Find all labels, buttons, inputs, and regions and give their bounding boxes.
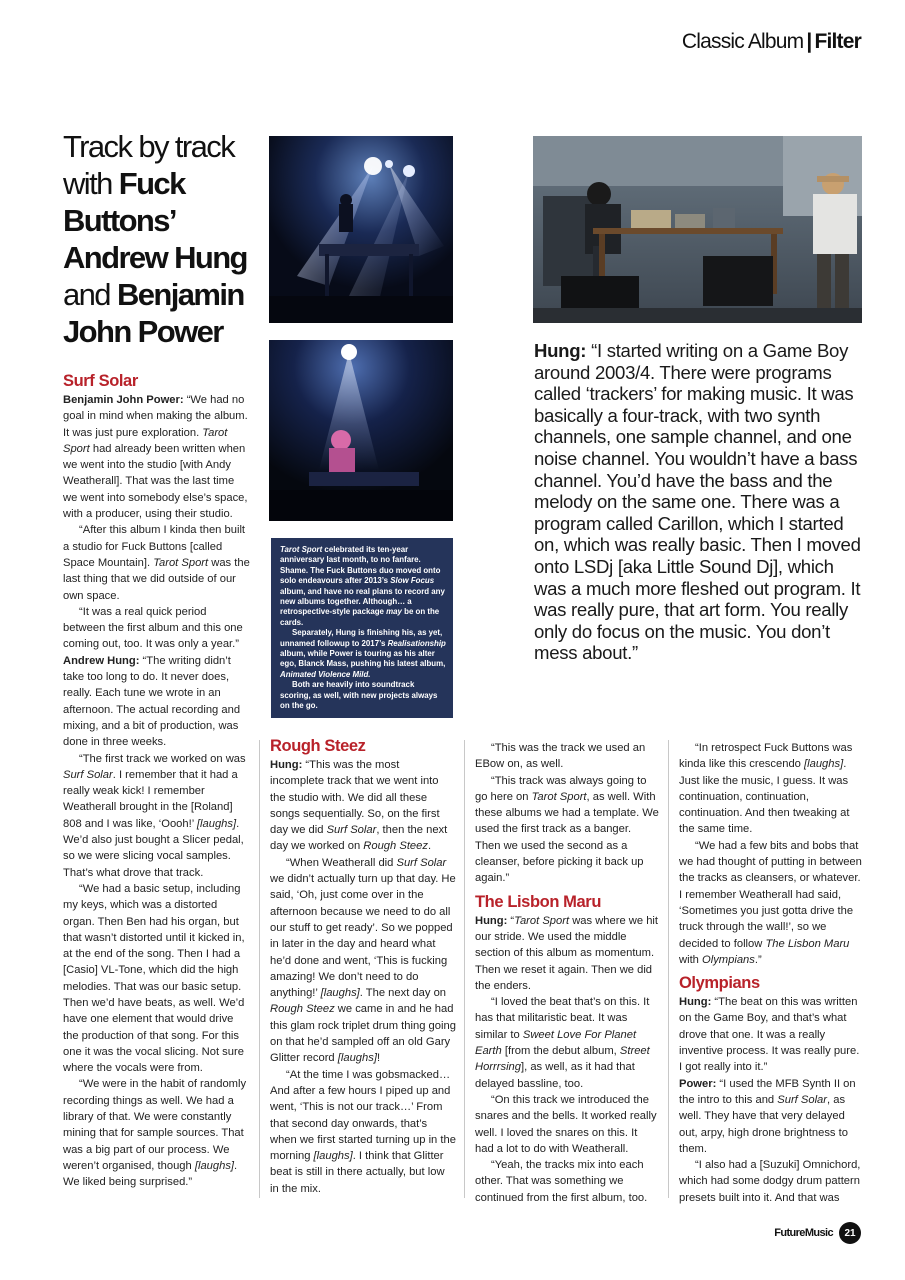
page-number: 21	[839, 1222, 861, 1244]
paragraph	[270, 855, 456, 1067]
caption-paragraph	[280, 628, 447, 680]
page-footer	[774, 1222, 861, 1244]
paragraph	[270, 1067, 456, 1197]
paragraph: “It was a real quick period between the first album and this one coming out, too. It was only a year.”	[63, 605, 243, 651]
caption-text: album, and have no real plans to record any new albums together. Although… a retrospective-style package	[280, 586, 445, 617]
aside: [laughs]	[196, 817, 237, 830]
aside: [laughs]	[194, 1159, 235, 1172]
paragraph-text: .	[427, 840, 432, 853]
track-title: Surf Solar	[63, 768, 113, 781]
magazine-logo: FutureMusic	[774, 1227, 833, 1239]
paragraph-text: with	[679, 953, 703, 966]
subsection-name: Filter	[814, 30, 861, 53]
speaker-name: Power:	[679, 1077, 717, 1090]
title-artist-name: Benjamin John Power	[63, 277, 244, 349]
caption-paragraph	[280, 545, 447, 628]
album-title: Tarot Sport	[514, 914, 570, 927]
paragraph: “On this track we introduced the snares and the bells. It worked really well. I loved the snares on this. It had a lot to do with Weatherall.	[475, 1093, 657, 1155]
caption-album-title: Animated Violence Mild.	[280, 669, 371, 679]
track-title: Sweet Love For Planet Earth	[475, 1028, 637, 1058]
speaker-name: Hung:	[270, 759, 303, 771]
paragraph	[475, 913, 659, 994]
article-column-3	[475, 740, 659, 1206]
track-title: Surf Solar	[396, 856, 447, 869]
speaker-name: Hung:	[679, 996, 712, 1009]
paragraph-text: “We had a few bits and bobs that we had thought of putting in between the tracks as cleansers, or whatever. I remember Weatherall had said, ‘Sometimes you just gotta drive the truck through the wall!’, so we decided to follow	[679, 839, 862, 950]
speaker-name: Hung:	[475, 914, 508, 927]
page-title	[63, 128, 263, 350]
quote-speaker: Hung:	[534, 340, 587, 361]
paragraph	[63, 751, 250, 881]
paragraph-text: . I remember that it had a really weak kick! I remember Weatherall brought in the [Roland] 808 and I was like, ‘Oooh!’	[63, 768, 238, 830]
paragraph-text: [from the debut album,	[501, 1045, 620, 1058]
album-title: Tarot Sport	[153, 556, 209, 569]
pull-quote	[534, 340, 864, 664]
section-header	[682, 30, 861, 54]
album-title: Street Horrrsing	[475, 1045, 650, 1074]
paragraph-text: we didn’t actually turn up that day. He said, ‘Oh, just come over in the afternoon because we need to do all our stuff to get ready’. So we popped in later in the day and heard what he’d done and went, ‘This is fucking amazing! We don’t need to do anything!’	[270, 873, 456, 1000]
speaker-name: Benjamin John Power:	[63, 394, 184, 406]
paragraph-text: . The next day on	[359, 987, 447, 1000]
concert-photo-2	[269, 340, 453, 521]
paragraph	[679, 838, 864, 968]
paragraph-text: “At the time I was gobsmacked… And after a few hours I piped up and went, ‘This is not our track…’ From that second day onwards, that’s when we first started turning up in the morning	[270, 1068, 456, 1163]
paragraph-text: ], as well, as it had that delayed bassline, too.	[475, 1061, 635, 1090]
paragraph: “Yeah, the tracks mix into each other. That was something we continued from the first album, too.	[475, 1159, 648, 1204]
paragraph	[63, 1076, 250, 1190]
paragraph-text: “This track was always going to go here on	[475, 774, 647, 803]
paragraph	[63, 392, 250, 522]
album-title: Tarot Sport	[63, 426, 228, 455]
paragraph: “I also had a [Suzuki] Omnichord, which had some dodgy drum pattern presets built into it. And that was	[679, 1159, 861, 1204]
paragraph-text: . We liked being surprised.”	[63, 1159, 238, 1189]
paragraph	[63, 522, 250, 603]
paragraph	[475, 994, 659, 1092]
paragraph-text: . I think that Glitter beat is still in there actually, but low in the mix.	[270, 1150, 445, 1195]
caption-box	[271, 538, 453, 718]
caption-album-title: Tarot Sport	[280, 545, 323, 554]
caption-paragraph: Both are heavily into soundtrack scoring, as well, with new projects always on the go.	[280, 680, 438, 711]
track-title: Olympians	[702, 953, 755, 966]
paragraph-text: “	[507, 914, 515, 927]
paragraph-text: “In retrospect Fuck Buttons was kinda like this crescendo	[679, 742, 853, 771]
title-text: Track by track with	[63, 129, 235, 201]
section-name: Classic Album	[681, 30, 804, 53]
caption-album-title: Realisationship	[387, 638, 446, 648]
band-photo	[533, 136, 862, 323]
caption-text: Separately, Hung is finishing his, as yet, unnamed followup to 2017’s	[280, 628, 443, 648]
paragraph-text: “I used the MFB Synth II on the intro to this and	[679, 1077, 856, 1106]
paragraph-text: “We were in the habit of randomly recording things as well. We had a library of that. We were constantly mining that for sample sources. That was a big part of our process. We weren’t organised, though	[63, 1078, 247, 1172]
caption-album-title: Slow Focus	[390, 576, 435, 586]
aside: [laughs]	[320, 987, 360, 1000]
paragraph	[679, 740, 864, 838]
paragraph-text: “I loved the beat that’s on this. It has that militaristic beat. It was similar to	[475, 996, 650, 1041]
column-divider	[668, 740, 669, 1198]
aside: [laughs]	[313, 1150, 353, 1163]
article-column-1	[63, 372, 250, 1191]
paragraph-text: had already been written when we went into the studio [with Andy Weatherall]. That was the last time we went into somebody else’s space, with a producer, using their studio.	[63, 442, 248, 521]
speaker-name: Andrew Hung:	[63, 654, 140, 667]
caption-emphasis: may	[386, 607, 402, 617]
section-heading-the-lisbon-maru: The Lisbon Maru	[475, 892, 602, 911]
column-divider	[464, 740, 465, 1198]
aside: [laughs]	[337, 1052, 377, 1065]
paragraph	[63, 653, 250, 751]
paragraph-text: , then the next day we worked on	[270, 824, 448, 853]
section-separator: |	[806, 30, 812, 53]
paragraph-text: !	[376, 1052, 381, 1065]
paragraph-text: “The writing didn’t take too long to do. It never does, really. Each tune we wrote in an afternoon. The actual recording and mixing, and a bit of production, was done in three weeks.	[63, 654, 241, 749]
column-divider	[259, 740, 260, 1198]
paragraph	[679, 1076, 864, 1157]
caption-text: be on the cards.	[280, 607, 440, 627]
paragraph-text: .”	[754, 953, 762, 966]
paragraph	[475, 773, 659, 887]
paragraph-text: we came in and he had this glam rock triplet drum thing going on that he’d sampled off an old Gary Glitter record	[270, 1003, 456, 1065]
track-title: Surf Solar	[777, 1093, 828, 1106]
album-title: Tarot Sport	[531, 790, 587, 803]
paragraph-text: “We had no goal in mind when making the album. It was just pure exploration.	[63, 394, 248, 439]
paragraph	[270, 757, 456, 855]
concert-photo-1	[269, 136, 453, 323]
track-title: The Lisbon Maru	[765, 937, 850, 950]
paragraph-text: “The beat on this was written on the Game Boy, and that’s what drove that one. It was a really inventive process. It was really pure. I got really into it.”	[679, 996, 860, 1074]
track-title: Rough Steez	[363, 840, 428, 853]
section-heading-surf-solar: Surf Solar	[63, 372, 138, 390]
paragraph	[679, 994, 864, 1075]
article-column-4	[679, 740, 864, 1206]
paragraph-text: “The first track we worked on was	[79, 752, 246, 765]
paragraph-text: “After this album I kinda then built a studio for Fuck Buttons [called Space Mountain].	[63, 524, 246, 569]
section-heading-olympians: Olympians	[679, 974, 760, 993]
paragraph-text: was where we hit our stride. We used the middle section of this album as momentum. Then we reset it again. Then we did the enders.	[475, 914, 659, 992]
title-band-name: Fuck Buttons’ Andrew Hung	[63, 166, 247, 275]
caption-text: album, while Power is touring as his alter ego, Blanck Mass, pushing his latest album,	[280, 649, 446, 669]
paragraph-text: . Just like the music, I guess. It was continuation, continuation, continuation. And then tweaking at the same time.	[679, 758, 850, 836]
paragraph: “We had a basic setup, including my keys, which was a distorted organ. Then Ben had his organ, but that wasn’t distorted until it kicked in, at the end of the song. Then I had a [Casio] VL-Tone, which did the high melodies. That was our basic setup. Then we’d have beats, as well. We’d have one element that would drive the production of that song. For this one it was the vocal slicing. Not sure where the vocals were from.	[63, 882, 245, 1075]
quote-text: “I started writing on a Game Boy around 2003/4. There were programs called ‘trackers’ for making music. It was basically a four-track, with two synth channels, one sample channel, and one noise channel. You wouldn’t have a bass channel. You’d have the bass and the melody on the same one. There was a program called Carillon, which I started on, which was really basic. Then I moved onto LSDj [aka Little Sound Dj], which was a much more fleshed out program. It was really pure, that art form. You really only do focus on the music. You don’t mess about.”	[534, 340, 861, 664]
article-column-2	[270, 737, 456, 1197]
paragraph-text: , as well. With these albums we had a template. We used the first track as a banger. Then we used the second as a cleanser, before picking it back up again.”	[475, 790, 659, 885]
track-title: Rough Steez	[270, 1003, 335, 1016]
paragraph-text: “When Weatherall did	[286, 856, 397, 869]
section-heading-rough-steez: Rough Steez	[270, 737, 366, 755]
aside: [laughs]	[804, 758, 844, 771]
paragraph-text: . We’d also just bought a Slicer pedal, so we were slicing vocal samples. That’s what drove that track.	[63, 817, 244, 879]
title-text: and	[63, 277, 117, 312]
track-title: Surf Solar	[326, 824, 377, 837]
paragraph-text: “This was the most incomplete track that we went into the studio with. We did all these songs sequentially. So, on the first day we did	[270, 759, 440, 837]
caption-text: celebrated its ten-year anniversary last month, to no fanfare. Shame. The Fuck Buttons duo moved onto solo endeavours after 2013’s	[280, 545, 441, 586]
paragraph-text: was the last thing that we did outside of our own space.	[63, 556, 250, 602]
paragraph-text: , as well. They have that very delayed out, arpy, high drone brightness to them.	[679, 1093, 848, 1155]
paragraph: “This was the track we used an EBow on, as well.	[475, 742, 646, 771]
